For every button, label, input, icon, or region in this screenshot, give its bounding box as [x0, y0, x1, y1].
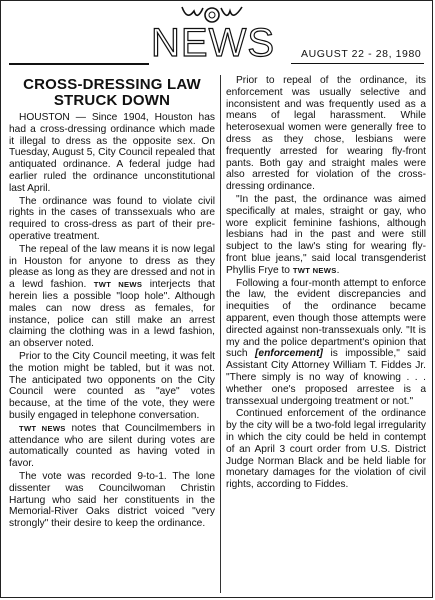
article-headline: CROSS-DRESSING LAW STRUCK DOWN: [23, 76, 201, 109]
paragraph-3: The repeal of the law means it is now legal in Houston for anyone to dress as they please as long as they are dressed and not in a lewd fashion. TWT NEWS interjects that herein lies a possible "loop hole". Although males can now dress as females, for instance, police can still make an arrest claiming the clothing was in a lewd fashion, an observer noted.: [9, 243, 215, 350]
issue-date: AUGUST 22 - 28, 1980: [301, 48, 422, 60]
paragraph-5: TWT NEWS notes that Councilmembers in attendance who are silent during votes are automatically counted as having voted in favor.: [9, 422, 215, 470]
paragraph-4: Prior to the City Council meeting, it was felt the motion might be tabled, but it was not. The anticipated two opponents on the City Council were counted as "aye" votes because, at the time of the vote, they were busily engaged in telephone conversation.: [9, 350, 215, 421]
masthead-rule-left: [9, 63, 149, 65]
article-column-left: [9, 75, 215, 531]
paragraph-10: Continued enforcement of the ordinance by the city will be a two-fold legal irregularity in which the city could be held in contempt of an April 3 court order from U.S. District Judge Norman Black and be held liable for monetary damages for the violation of civil rights, according to Fiddes.: [226, 408, 426, 491]
article-column-right: [226, 75, 426, 492]
masthead: [1, 1, 432, 75]
paragraph-1: HOUSTON — Since 1904, Houston has had a cross-dressing ordinance which made it illegal to dress as the opposite sex. On Tuesday, August 5, City Council repealed that antiquated ordinance. A federal judge had earlier ruled the ordinance unconstitutional last April.: [9, 112, 215, 194]
paragraph-6: The vote was recorded 9-to-1. The lone dissenter was Councilwoman Christin Hartung who said her constituents in the Memorial-River Oaks district voiced "very strongly" their desire to keep the ordinance.: [9, 470, 215, 530]
paragraph-7: Prior to repeal of the ordinance, its enforcement was usually selective and inconsistent and was frequently used as a means of legal harassment. While heterosexual women were generally free to dress as they chose, lesbians were frequently arrested for wearing fly-front pants. Both gay and straight males were also arrested for violation of the cross-dressing ordinance.: [226, 75, 426, 193]
masthead-rule-right: [291, 63, 424, 64]
column-divider: [220, 75, 221, 593]
masthead-title: NEWS: [151, 21, 275, 65]
paragraph-9: Following a four-month attempt to enforce the law, the evident discrepancies and inequities of the ordinance became apparent, even though those attempts were directed against non-transsexuals only. "It is my and the police department's opinion that such [enforcement] is impossible," said Assistant City Attorney William T. Fiddes Jr. "There simply is no way of knowing . . . whether one's proposed arrestee is a transsexual undergoing treatment or not.": [226, 277, 426, 407]
paragraph-2: The ordinance was found to violate civil rights in the cases of transsexuals who are required to cross-dress as part of their pre-operative treatment.: [9, 195, 215, 242]
paragraph-8: "In the past, the ordinance was aimed specifically at males, straight or gay, who wore explicit feminine fashions, although lesbians had in the past and were still subject to the law's sting for wearing fly-front blue jeans," said local transgenderist Phyllis Frye to TWT NEWS.: [226, 193, 426, 276]
